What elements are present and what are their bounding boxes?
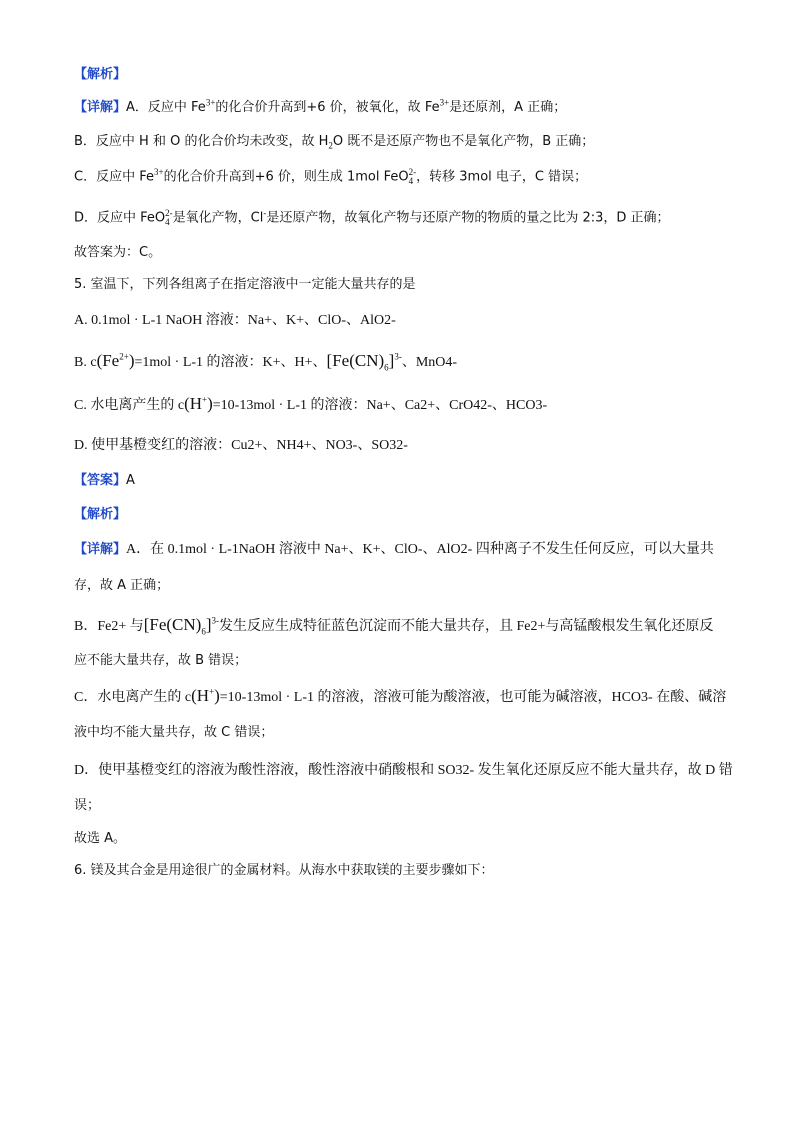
answer-line-1 [74,244,724,262]
q5-answer [74,472,724,490]
ion-charge-stack [409,168,417,186]
bracket-h-plus: (H+) [191,686,220,705]
detail-line-C [74,168,724,187]
text: C．反应中 Fe [74,169,154,185]
text: 的化合价升高到+6 价，被氧化，故 Fe [215,100,440,115]
text: 是氧化产物，Cl [172,210,264,226]
conclusion-text: 故选 A。 [74,831,127,846]
option-text: C. 水电离产生的 c [74,398,185,413]
text: 的化合价升高到+6 价，则生成 1mol FeO [163,169,409,185]
q5-option-D [74,437,724,455]
analysis-heading-2 [74,506,724,524]
detail-line-D [74,209,724,228]
text: O 既不是还原产物也不是氧化产物，B 正确； [332,134,595,149]
option-text: D. 使甲基橙变红的溶液：Cu2+、NH4+、NO3-、SO32- [74,438,408,453]
text: A．反应中 Fe [126,100,206,115]
solution-A-line-2 [74,577,724,595]
subscript: 4 [165,217,170,227]
text: D．反应中 FeO [74,210,166,226]
text: 是还原产物，故氧化产物与还原产物的物质的量之比为 2:3，D 正确； [266,210,670,226]
superscript: - [263,208,267,219]
question-stem: 6. 镁及其合金是用途很广的金属材料。从海水中获取镁的主要步骤如下： [74,863,494,878]
analysis-tag: 【解析】 [74,507,127,522]
solution-D-line-1 [74,762,733,780]
ion-charge-stack [165,209,173,227]
answer-value: A [126,473,135,488]
answer-tag: 【答案】 [74,473,127,488]
solution-text: 存，故 A 正确； [74,578,170,593]
solution-text: 误； [74,798,101,813]
detail-line-A [74,99,724,117]
question-5-stem [74,276,724,294]
detail-tag: 【详解】 [74,100,127,115]
analysis-tag: 【解析】 [74,67,127,82]
solution-text: 液中均不能大量共存，故 C 错误； [74,725,274,740]
solution-C-line-1 [74,686,727,707]
solution-text: =10-13mol · L-1 的溶液，溶液可能为酸溶液，也可能为碱溶液，HCO3- 在酸、碱溶 [219,690,727,705]
option-text: =10-13mol · L-1 的溶液：Na+、Ca2+、CrO42-、HCO3- [212,398,548,413]
solution-text: 应不能大量共存，故 B 错误； [74,653,248,668]
text: B．反应中 H 和 O 的化合价均未改变，故 H [74,134,329,149]
solution-A-line-1 [74,541,724,559]
q5-option-A [74,312,724,330]
subscript: 4 [408,176,414,186]
subscript: 2 [328,140,333,151]
solution-text: 发生反应生成特征蓝色沉淀而不能大量共存，且 Fe2+与高锰酸根发生氧化还原反 [219,619,714,634]
solution-text: A．在 0.1mol · L-1NaOH 溶液中 Na+、K+、ClO-、AlO2- 四种离子不发生任何反应，可以大量共 [126,542,714,557]
superscript: 2- [408,167,417,177]
solution-text: C．水电离产生的 c [74,690,192,705]
option-text: A. 0.1mol · L-1 NaOH 溶液：Na+、K+、ClO-、AlO2- [74,313,396,328]
option-text: B. c [74,355,97,370]
bracket-fecn6: $[Fe(CN)_6]^{3-}$ [326,351,402,373]
option-text: 、MnO4- [401,355,458,370]
q5-option-B [74,352,724,372]
bracket-fecn6: $[Fe(CN)_6]^{3-}$ [143,615,220,637]
question-6-stem [74,862,724,880]
q5-option-C [74,395,724,415]
solution-D-line-2 [74,797,724,815]
bracket-fe2: $(Fe^{2+})$ [96,351,135,370]
superscript: 2- [165,208,173,218]
question-stem: 5. 室温下，下列各组离子在指定溶液中一定能大量共存的是 [74,277,416,292]
solution-text: D．使甲基橙变红的溶液为酸性溶液，酸性溶液中硝酸根和 SO32- 发生氧化还原反应不能大量共存，故 D 错 [74,763,733,778]
analysis-heading [74,66,724,84]
answer-text: 故答案为：C。 [74,245,162,260]
superscript: 3+ [153,167,164,178]
superscript: 3+ [439,97,450,108]
solution-text: B．Fe2+ 与 [74,619,144,634]
solution-B-line-2 [74,652,724,670]
bracket-h-plus: (H+) [184,394,213,413]
text: 是还原剂，A 正确； [449,100,567,115]
superscript: 3+ [205,97,216,108]
text: ，转移 3mol 电子，C 错误； [416,169,588,185]
detail-tag: 【详解】 [74,542,127,557]
detail-line-B [74,133,724,151]
q5-conclusion [74,830,724,848]
solution-B-line-1 [74,616,724,636]
option-text: =1mol · L-1 的溶液：K+、H+、 [134,355,327,370]
solution-C-line-2 [74,724,724,742]
